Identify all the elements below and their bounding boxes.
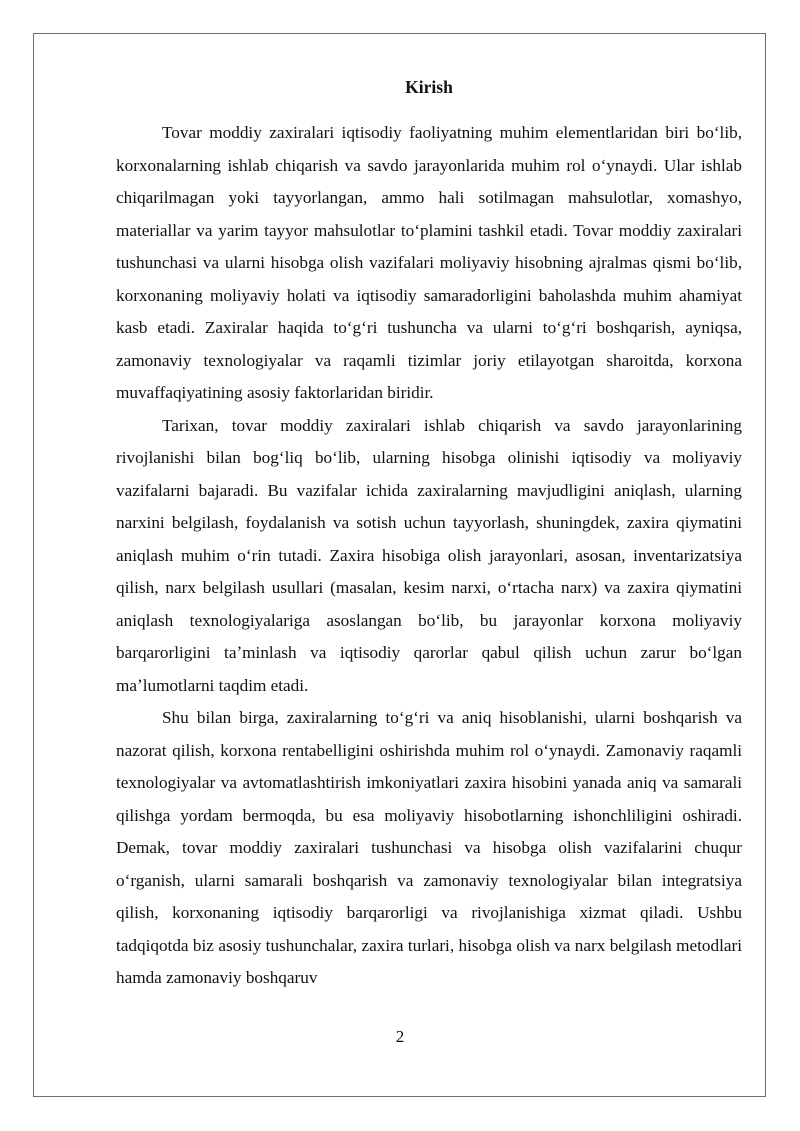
paragraph-2: Tarixan, tovar moddiy zaxiralari ishlab chiqarish va savdo jarayonlarining rivojlanishi bilan bogʻliq boʻlib, ularning hisobga olinishi iqtisodiy va moliyaviy vazifalarni bajaradi. Bu vazifalar ichida zaxiralarning mavjudligini aniqlash, ularning narxini belgilash, foydalanish va sotish uchun tayyorlash, shuningdek, zaxira qiymatini aniqlash muhim oʻrin tutadi. Zaxira hisobiga olish jarayonlari, asosan, inventarizatsiya qilish, narx belgilash usullari (masalan, kesim narxi, oʻrtacha narx) va zaxira qiymatini aniqlash texnologiyalariga asoslangan boʻlib, bu jarayonlar korxona moliyaviy barqarorligini taʼminlash va iqtisodiy qarorlar qabul qilish uchun zarur boʻlgan maʼlumotlarni taqdim etadi.: [116, 415, 742, 695]
section-heading: Kirish: [405, 77, 453, 97]
paragraph-1: Tovar moddiy zaxiralari iqtisodiy faoliyatning muhim elementlaridan biri boʻlib, korxonalarning ishlab chiqarish va savdo jarayonlarida muhim rol oʻynaydi. Ular ishlab chiqarilmagan yoki tayyorlangan, ammo hali sotilmagan mahsulotlar, xomashyo, materiallar va yarim tayyor mahsulotlar toʻplamini tashkil etadi. Tovar moddiy zaxiralari tushunchasi va ularni hisobga olish vazifalari moliyaviy hisobning ajralmas qismi boʻlib, korxonaning moliyaviy holati va iqtisodiy samaradorligini baholashda muhim ahamiyat kasb etadi. Zaxiralar haqida toʻgʻri tushuncha va ularni toʻgʻri boshqarish, ayniqsa, zamonaviy texnologiyalar va raqamli tizimlar joriy etilayotgan sharoitda, korxona muvaffaqiyatining asosiy faktorlaridan biridir.: [116, 123, 742, 402]
page-number: 2: [395, 1027, 405, 1046]
page-content: [116, 74, 742, 995]
paragraph-3: Shu bilan birga, zaxiralarning toʻgʻri va aniq hisoblanishi, ularni boshqarish va nazorat qilish, korxona rentabelligini oshirishda muhim rol oʻynaydi. Zamonaviy raqamli texnologiyalar va avtomatlashtirish imkoniyatlari zaxira hisobini yanada aniq va samarali qilishga yordam bermoqda, bu esa moliyaviy hisobotlarning ishonchliligini oshiradi. Demak, tovar moddiy zaxiralari tushunchasi va hisobga olish vazifalarini chuqur oʻrganish, ularni samarali boshqarish va zamonaviy texnologiyalar bilan integratsiya qilish, korxonaning iqtisodiy barqarorligi va rivojlanishiga xizmat qiladi. Ushbu tadqiqotda biz asosiy tushunchalar, zaxira turlari, hisobga olish va narx belgilash metodlari hamda zamonaviy boshqaruv: [116, 708, 742, 987]
